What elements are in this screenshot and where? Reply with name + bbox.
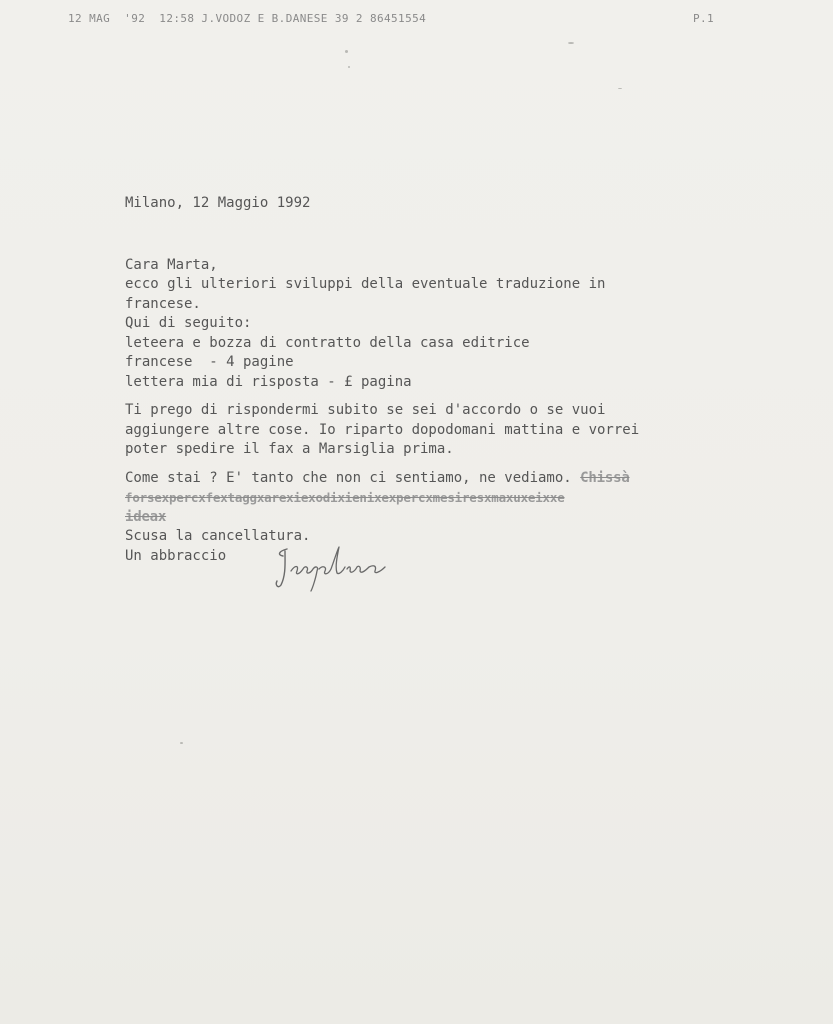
- letter-line: ecco gli ulteriori sviluppi della eventuale traduzione in: [125, 276, 606, 292]
- letter-closing: Un abbraccio: [125, 547, 227, 564]
- struck-out-text: Chissà: [580, 469, 630, 486]
- letter-line: aggiungere altre cose. Io riparto dopodomani mattina e vorrei: [125, 421, 640, 438]
- letter-text: Come stai ? E' tanto che non ci sentiamo, ne vediamo.: [125, 469, 572, 486]
- letter-body: [125, 194, 765, 571]
- enclosure-item: lettera mia di risposta - £ pagina: [125, 373, 412, 390]
- scan-speck: [348, 66, 350, 68]
- fax-header-line: 12 MAG '92 12:58 J.VODOZ E B.DANESE 39 2 86451554: [68, 12, 427, 25]
- struck-out-text: ideax: [125, 508, 167, 525]
- letter-line: francese.: [125, 295, 201, 312]
- scan-speck: [618, 88, 622, 89]
- handwritten-signature: [273, 541, 403, 593]
- scan-speck: [345, 50, 348, 53]
- letter-salutation: Cara Marta,: [125, 256, 218, 273]
- fax-transmission-header: [68, 12, 768, 28]
- scan-speck: [568, 42, 574, 44]
- fax-page-number: P.1: [693, 12, 715, 25]
- scan-speck: [180, 742, 183, 744]
- enclosure-item: leteera e bozza di contratto della casa editrice: [125, 334, 530, 351]
- closing-row: [125, 547, 765, 571]
- letter-line: poter spedire il fax a Marsiglia prima.: [125, 441, 454, 457]
- letter-apology: Scusa la cancellatura.: [125, 528, 311, 544]
- struck-out-text: forsexpercxfextaggxarexiexodixienixexpercxmesiresxmaxuxeixxe: [125, 490, 565, 505]
- letter-line: Ti prego di rispondermi subito se sei d'accordo o se vuoi: [125, 402, 606, 418]
- letter-line: Qui di seguito:: [125, 315, 252, 331]
- enclosure-item: francese - 4 pagine: [125, 354, 294, 370]
- letter-line: [125, 469, 765, 489]
- letter-date: Milano, 12 Maggio 1992: [125, 195, 311, 211]
